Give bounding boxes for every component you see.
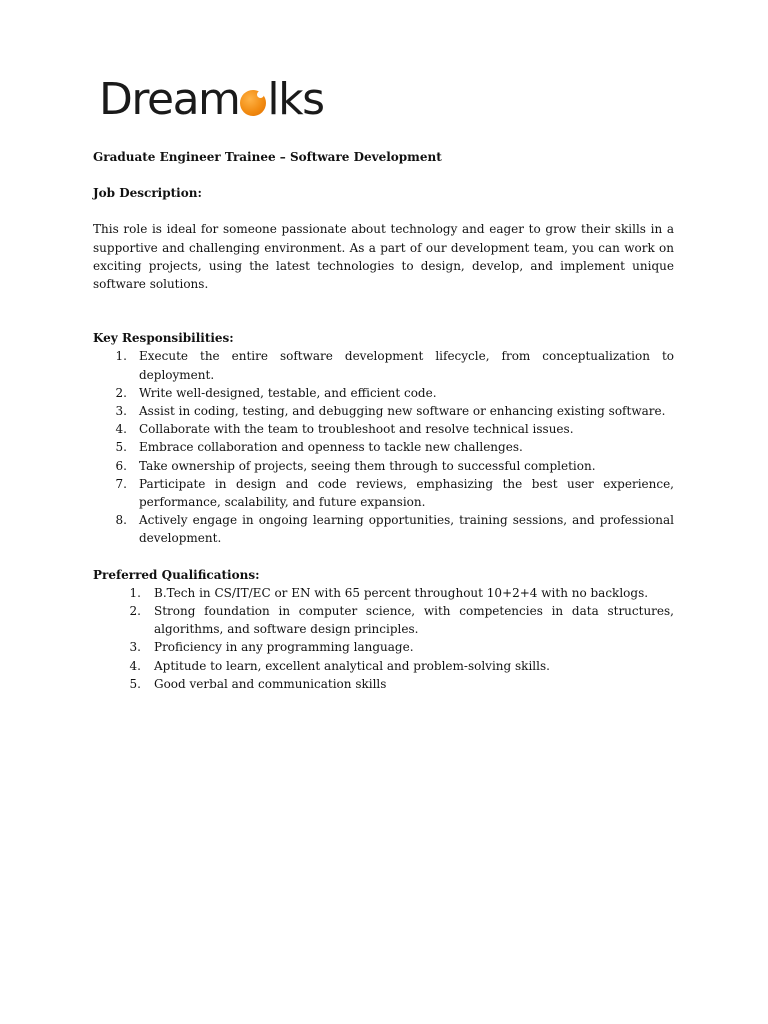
list-number: 5. <box>129 676 141 691</box>
list-item <box>93 511 674 547</box>
list-item-text: Collaborate with the team to troubleshoot and resolve technical issues. <box>139 422 574 437</box>
list-item <box>93 475 674 511</box>
logo-text-before: Dream <box>99 74 240 125</box>
document-body <box>93 148 674 693</box>
logo-text-after: lks <box>267 74 324 125</box>
list-item <box>93 657 674 675</box>
job-description-heading: Job Description: <box>93 186 202 201</box>
qualifications-heading: Preferred Qualifications: <box>93 567 260 582</box>
responsibilities-list <box>93 347 674 547</box>
list-item-text: Aptitude to learn, excellent analytical and problem-solving skills. <box>154 658 550 673</box>
qualifications-list <box>93 584 674 693</box>
job-description-text: This role is ideal for someone passionate about technology and eager to grow their skills in a supportive and challenging environment. As a part of our development team, you can work on exciting projects, using the latest technologies to design, develop, and implement unique software solutions. <box>93 222 674 292</box>
list-item-text: Take ownership of projects, seeing them through to successful completion. <box>139 458 596 473</box>
list-item-text: Embrace collaboration and openness to tackle new challenges. <box>139 440 523 455</box>
list-number: 2. <box>129 604 141 619</box>
list-number: 7. <box>115 476 127 491</box>
list-item <box>93 638 674 656</box>
spacer <box>93 293 674 329</box>
list-number: 3. <box>115 404 127 419</box>
dreamfolks-logo <box>99 74 324 125</box>
list-item-text: Write well-designed, testable, and efficient code. <box>139 385 437 400</box>
list-item <box>93 438 674 456</box>
list-item <box>93 384 674 402</box>
list-number: 8. <box>115 513 127 528</box>
list-item-text: B.Tech in CS/IT/EC or EN with 65 percent throughout 10+2+4 with no backlogs. <box>154 585 649 600</box>
list-item <box>93 402 674 420</box>
list-number: 2. <box>115 385 127 400</box>
list-number: 3. <box>129 640 141 655</box>
list-number: 4. <box>129 658 141 673</box>
list-number: 4. <box>115 422 127 437</box>
list-item-text: Actively engage in ongoing learning opportunities, training sessions, and professional development. <box>139 513 674 546</box>
job-title: Graduate Engineer Trainee – Software Development <box>93 150 442 164</box>
list-number: 6. <box>115 458 127 473</box>
list-number: 1. <box>129 585 141 600</box>
spacer <box>93 548 674 566</box>
list-item <box>93 675 674 693</box>
orange-circle-icon <box>240 90 266 116</box>
list-item <box>93 347 674 383</box>
list-number: 5. <box>115 440 127 455</box>
list-item-text: Execute the entire software development lifecycle, from conceptualization to deployment. <box>139 349 674 382</box>
list-item-text: Proficiency in any programming language. <box>154 640 414 655</box>
list-item-text: Good verbal and communication skills <box>154 676 387 691</box>
list-item <box>93 420 674 438</box>
list-item <box>93 602 674 638</box>
list-item <box>93 457 674 475</box>
list-item <box>93 584 674 602</box>
list-item-text: Strong foundation in computer science, with competencies in data structures, algorithms, and software design principles. <box>154 604 674 637</box>
responsibilities-heading: Key Responsibilities: <box>93 331 234 346</box>
list-item-text: Assist in coding, testing, and debugging new software or enhancing existing software. <box>139 404 666 419</box>
list-number: 1. <box>115 349 127 364</box>
list-item-text: Participate in design and code reviews, emphasizing the best user experience, performance, scalability, and future expansion. <box>139 476 674 510</box>
